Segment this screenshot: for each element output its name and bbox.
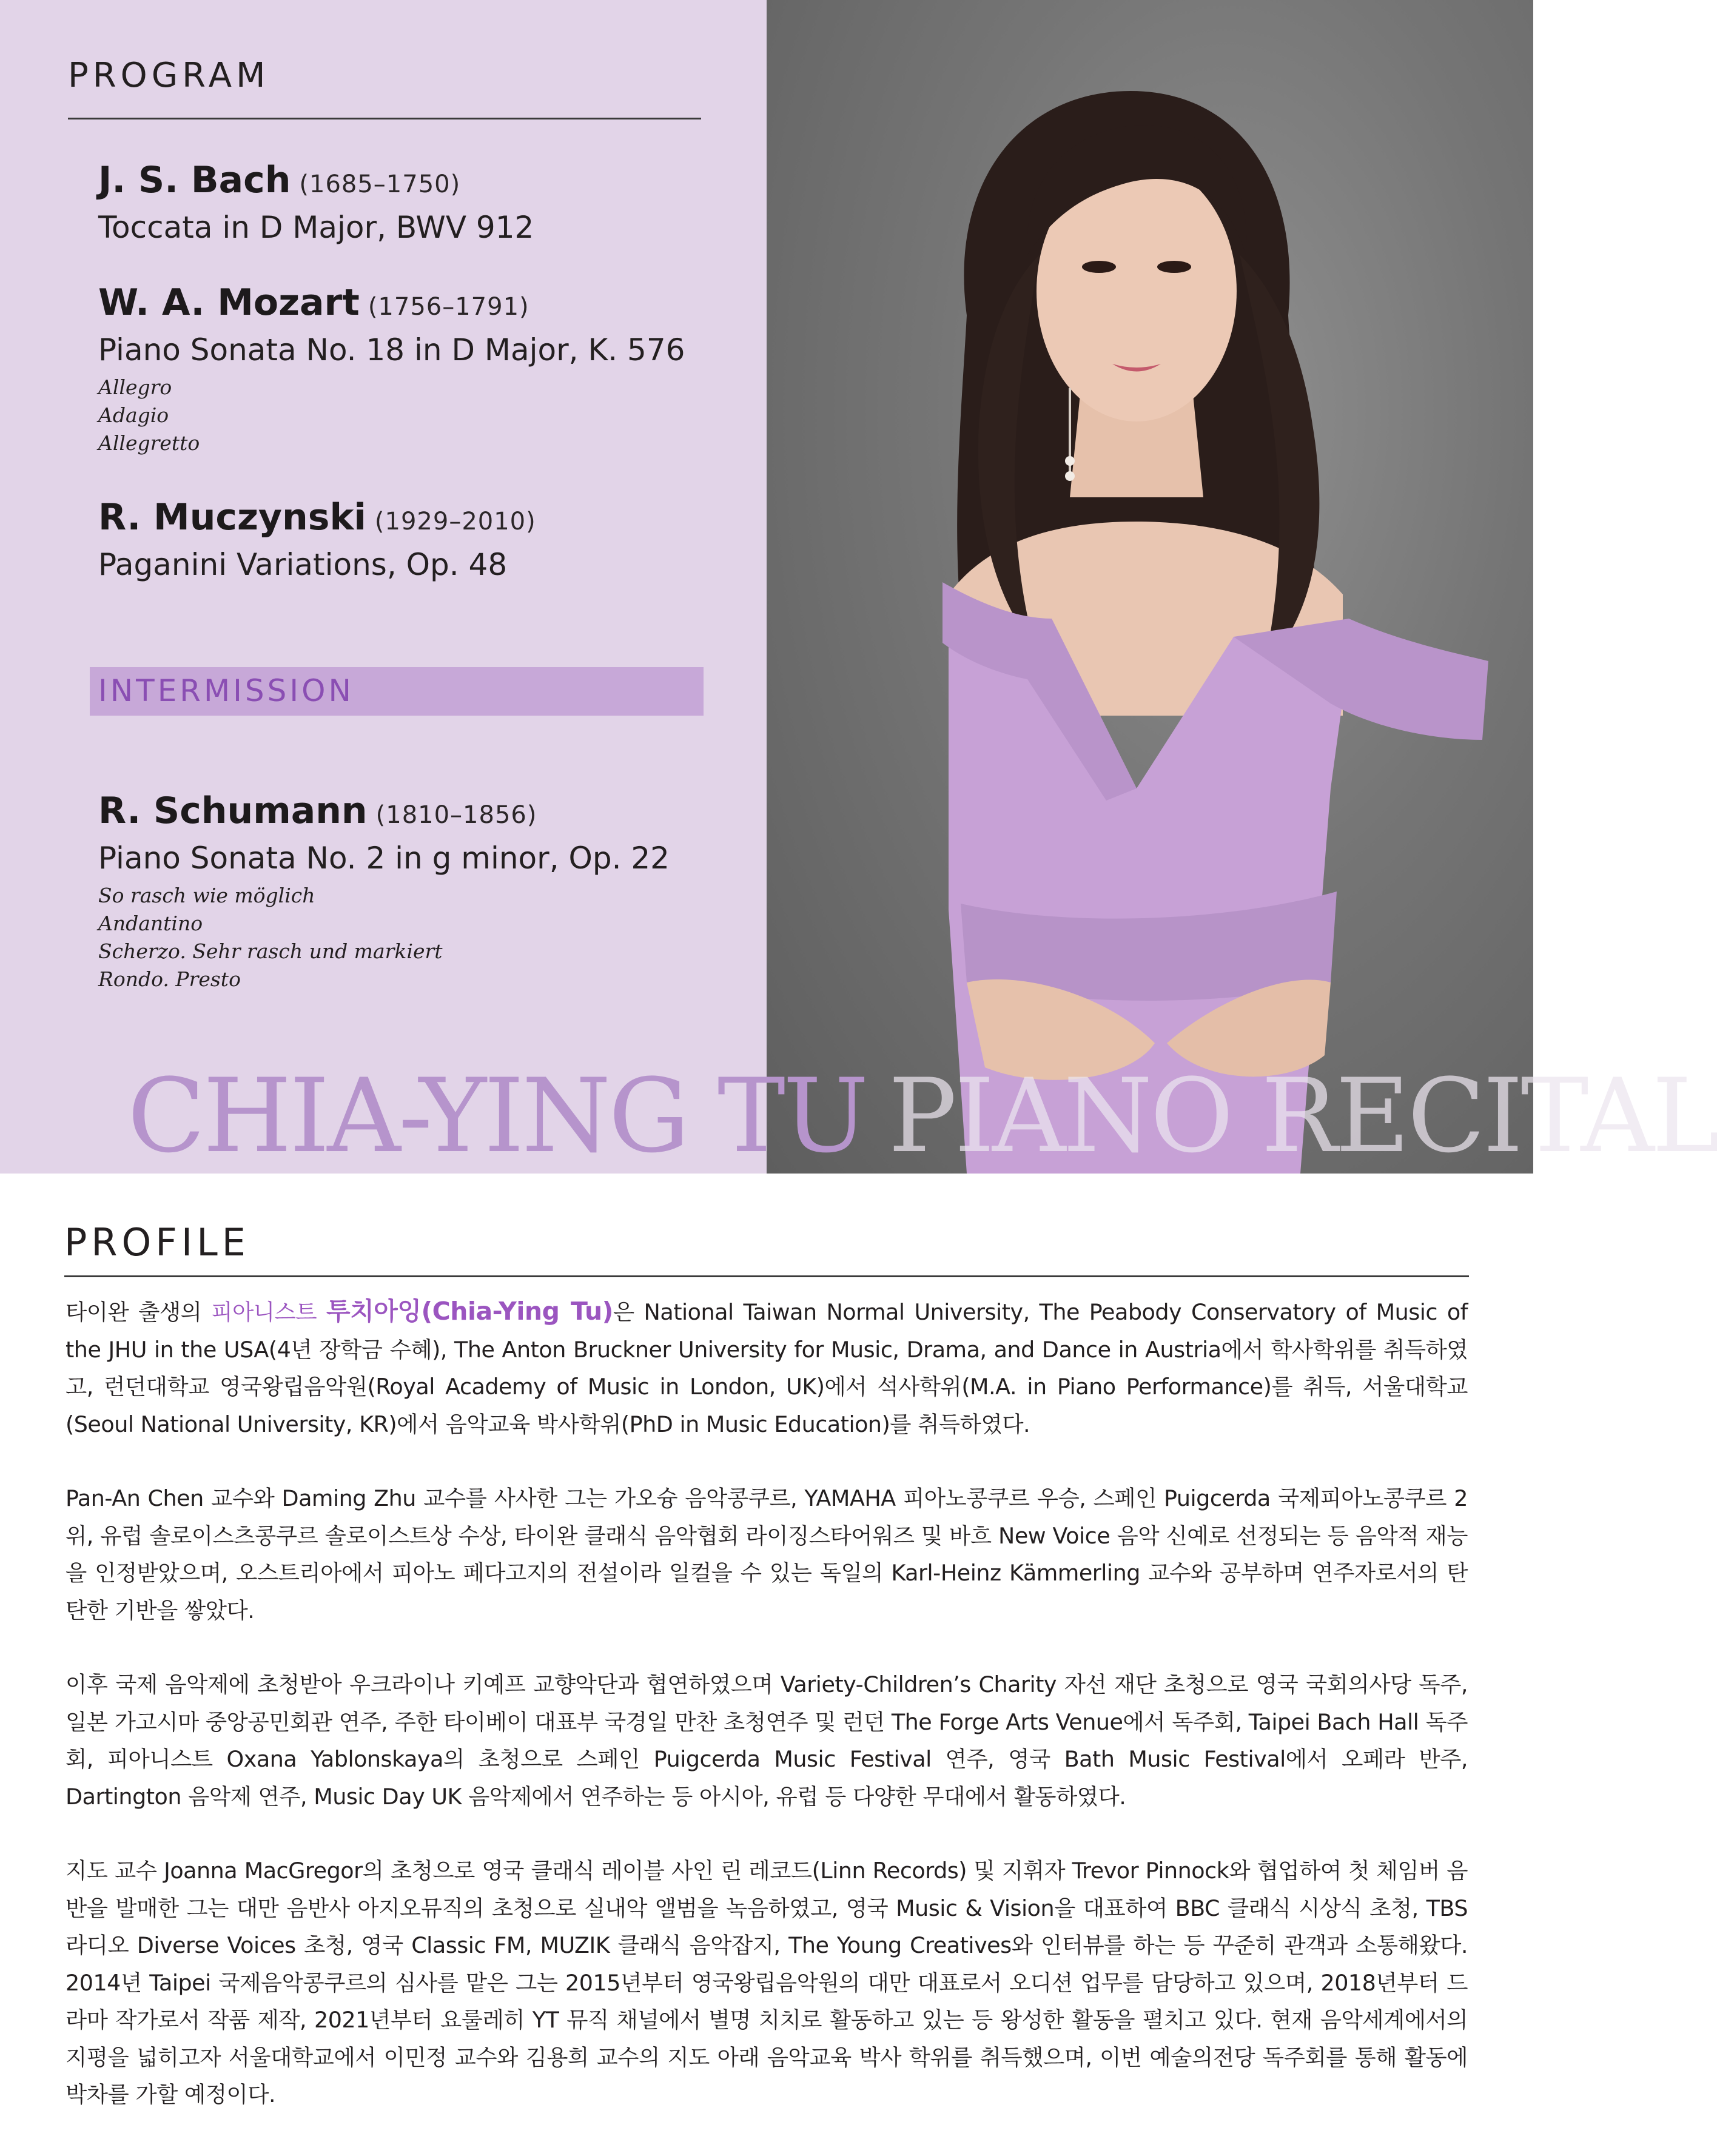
profile-divider [64,1275,1469,1277]
work-title: Toccata in D Major, BWV 912 [98,210,534,245]
composer-line [98,159,741,201]
program-piece-mozart [98,281,741,457]
profile-p1-prefix: 타이완 출생의 [66,1299,212,1325]
profile-paragraph-4: 지도 교수 Joanna MacGregor의 초청으로 영국 클래식 레이블 사인 린 레코드(Linn Records) 및 지휘자 Trevor Pinnock와 협업하여 첫 체임버 음반을 발매한 그는 대만 음반사 아지오뮤직의 초청으로 실내악 앨범을 녹음하였고, 영국 Music & Vision을 대표하여 BBC 클래식 시상식 초청, TBS 라디오 Diverse Voices 초청, 영국 Classic FM, MUZIK 클래식 음악잡지, The Young Creatives와 인터뷰를 하는 등 꾸준히 관객과 소통해왔다. 2014년 Taipei 국제음악콩쿠르의 심사를 맡은 그는 2015년부터 영국왕립음악원의 대만 대표로서 오디션 업무를 담당하고 있으며, 2018년부터 드라마 작가로서 작품 제작, 2021년부터 요룰레히 YT 뮤직 채널에서 별명 치치로 활동하고 있는 등 왕성한 활동을 펼치고 있다. 현재 음악세계에서의 지평을 넓히고자 서울대학교에서 이민정 교수와 김용희 교수의 지도 아래 음악교육 박사 학위를 취득했으며, 이번 예술의전당 독주회를 통해 활동에 박차를 가할 예정이다. [66,1858,1468,2107]
composer-line [98,496,741,539]
composer-name: R. Muczynski [98,496,366,539]
movement-list [98,882,741,993]
artist-name-title: CHIA-YING TU [127,1056,867,1175]
program-piece-bach [98,159,741,245]
profile-heading: PROFILE [64,1220,250,1264]
profile-artist-name: 투치아잉(Chia-Ying Tu) [326,1297,613,1326]
profile-paragraph-3: 이후 국제 음악제에 초청받아 우크라이나 키예프 교향악단과 협연하였으며 Variety-Children’s Charity 자선 재단 초청으로 영국 국회의사당 독주, 일본 가고시마 중앙공민회관 연주, 주한 타이베이 대표부 국경일 만찬 초청연주 및 런던 The Forge Arts Venue에서 독주회, Taipei Bach Hall 독주회, 피아니스트 Oxana Yablonskaya의 초청으로 스페인 Puigcerda Music Festival 연주, 영국 Bath Music Festival에서 오페라 반주, Dartington 음악제 연주, Music Day UK 음악제에서 연주하는 등 아시아, 유럽 등 다양한 무대에서 활동하였다. [66,1671,1468,1810]
composer-name: R. Schumann [98,790,368,832]
movement: Allegretto [98,431,200,455]
intermission-label: INTERMISSION [98,673,354,708]
composer-name: W. A. Mozart [98,281,360,324]
profile-paragraph-1 [66,1293,1468,1443]
program-piece-muczynski [98,496,741,582]
composer-dates: (1756–1791) [368,293,529,321]
program-heading: PROGRAM [68,56,270,95]
program-piece-schumann [98,790,741,993]
program-divider [68,118,701,119]
movement: Scherzo. Sehr rasch und markiert [98,939,443,963]
profile-p1-text: 은 National Taiwan Normal University, The Peabody Conservatory of Music of the JHU in the USA(4년 장학금 수혜), The Anton Bruckner University for Music, Drama, and Dance in Austria에서 학사학위를 취득하였고, 런던대학교 영국왕립음악원(Royal Academy of Music in London, UK)에서 석사학위(M.A. in Piano Performance)를 취득, 서울대학교(Seoul National University, KR)에서 음악교육 박사학위(PhD in Music Education)를 취득하였다. [66,1299,1468,1437]
composer-line [98,790,741,832]
movement: Rondo. Presto [98,967,241,991]
work-title: Piano Sonata No. 18 in D Major, K. 576 [98,332,685,368]
movement: Allegro [98,375,172,399]
composer-line [98,281,741,324]
work-title: Paganini Variations, Op. 48 [98,547,508,582]
artist-photo [767,0,1533,1174]
movement: So rasch wie möglich [98,884,315,907]
composer-dates: (1810–1856) [375,801,537,829]
program-panel [0,0,767,1174]
movement: Andantino [98,912,203,935]
movement-list [98,374,741,457]
pianist-portrait-illustration [767,0,1533,1174]
profile-role: 피아니스트 [211,1299,317,1325]
recital-title-banner [127,1056,1717,1175]
profile-paragraph-2: Pan-An Chen 교수와 Daming Zhu 교수를 사사한 그는 가오슝 음악콩쿠르, YAMAHA 피아노콩쿠르 우승, 스페인 Puigcerda 국제피아노콩쿠르 2위, 유럽 솔로이스츠콩쿠르 솔로이스트상 수상, 타이완 클래식 음악협회 라이징스타어워즈 및 바흐 New Voice 음악 신예로 선정되는 등 음악적 재능을 인정받았으며, 오스트리아에서 피아노 페다고지의 전설이라 일컬을 수 있는 독일의 Karl-Heinz Kämmerling 교수와 공부하며 연주자로서의 탄탄한 기반을 쌓았다. [66,1485,1468,1624]
composer-dates: (1685–1750) [299,170,461,198]
profile-body [66,1293,1468,2151]
movement: Adagio [98,403,169,427]
composer-name: J. S. Bach [98,159,291,201]
work-title: Piano Sonata No. 2 in g minor, Op. 22 [98,841,670,876]
composer-dates: (1929–2010) [374,508,536,536]
recital-subtitle: PIANO RECITAL [888,1056,1717,1175]
